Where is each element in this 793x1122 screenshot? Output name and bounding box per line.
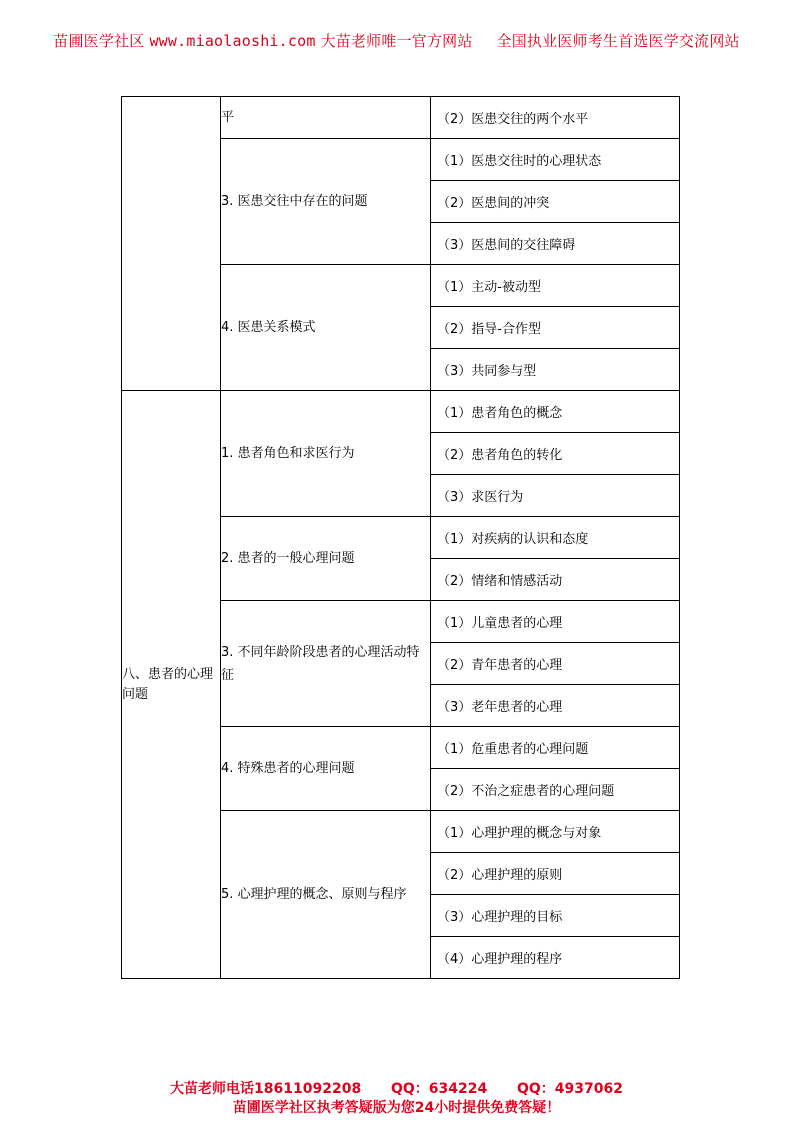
site-header [0, 30, 793, 51]
item-cell: （1）患者角色的概念 [431, 391, 680, 433]
item-cell: （1）儿童患者的心理 [431, 601, 680, 643]
item-cell: （1）心理护理的概念与对象 [431, 811, 680, 853]
item-cell: （2）青年患者的心理 [431, 643, 680, 685]
item-cell: （2）医患间的冲突 [431, 181, 680, 223]
item-cell: （3）老年患者的心理 [431, 685, 680, 727]
subtopic-cell: 3. 医患交往中存在的问题 [221, 139, 431, 265]
footer-qq-2: QQ：4937062 [516, 1081, 623, 1097]
header-tagline-1: 大苗老师唯一官方网站 [320, 32, 473, 50]
item-cell: （1）医患交往时的心理状态 [431, 139, 680, 181]
footer-qq-1: QQ：634224 [390, 1081, 488, 1097]
item-cell: （2）心理护理的原则 [431, 853, 680, 895]
item-cell: （1）危重患者的心理问题 [431, 727, 680, 769]
header-site-name: 苗圃医学社区 [53, 32, 145, 50]
item-cell: （4）心理护理的程序 [431, 937, 680, 979]
subtopic-cell: 4. 医患关系模式 [221, 265, 431, 391]
item-cell: （3）共同参与型 [431, 349, 680, 391]
section-title-cell: 八、患者的心理问题 [122, 391, 221, 979]
subtopic-cell: 1. 患者角色和求医行为 [221, 391, 431, 517]
subtopic-cell: 4. 特殊患者的心理问题 [221, 727, 431, 811]
table-row [122, 391, 680, 433]
item-cell: （3）医患间的交往障碍 [431, 223, 680, 265]
table-row [122, 97, 680, 139]
subtopic-cell: 5. 心理护理的概念、原则与程序 [221, 811, 431, 979]
item-cell: （2）医患交往的两个水平 [431, 97, 680, 139]
subtopic-cell: 平 [221, 97, 431, 139]
item-cell: （2）不治之症患者的心理问题 [431, 769, 680, 811]
subtopic-cell: 3. 不同年龄阶段患者的心理活动特征 [221, 601, 431, 727]
footer-contact [0, 1078, 793, 1098]
header-tagline-2: 全国执业医师考生首选医学交流网站 [496, 32, 740, 50]
item-cell: （3）求医行为 [431, 475, 680, 517]
item-cell: （2）指导-合作型 [431, 307, 680, 349]
subtopic-cell: 2. 患者的一般心理问题 [221, 517, 431, 601]
item-cell: （2）情绪和情感活动 [431, 559, 680, 601]
item-cell: （2）患者角色的转化 [431, 433, 680, 475]
item-cell: （1）主动-被动型 [431, 265, 680, 307]
footer-phone: 大苗老师电话18611092208 [170, 1081, 362, 1097]
section-cell-continued [122, 97, 221, 391]
item-cell: （3）心理护理的目标 [431, 895, 680, 937]
footer-notice: 苗圃医学社区执考答疑版为您24小时提供免费答疑！ [232, 1100, 561, 1116]
header-url-link[interactable]: www.miaolaoshi.com [149, 32, 316, 50]
item-cell: （1）对疾病的认识和态度 [431, 517, 680, 559]
syllabus-table [121, 96, 680, 979]
